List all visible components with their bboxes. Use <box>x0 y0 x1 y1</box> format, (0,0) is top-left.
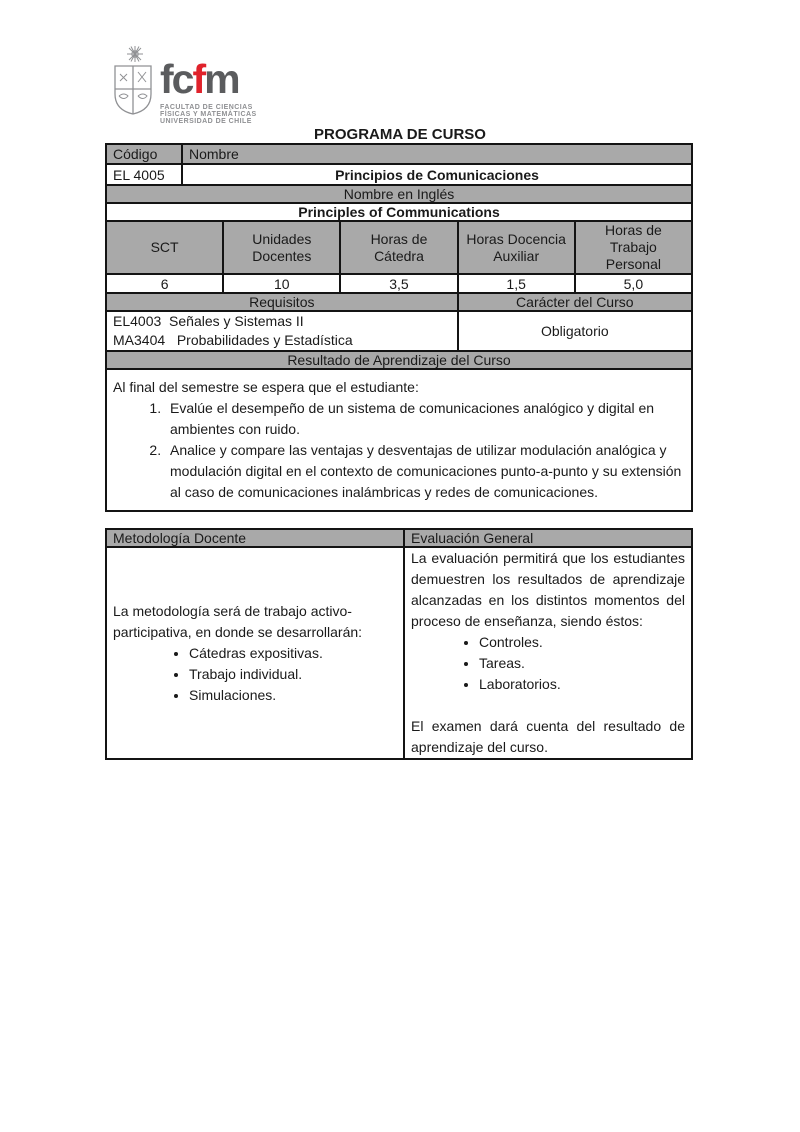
metodologia-content-cell <box>106 547 404 759</box>
nombre-ingles-value-cell: Principles of Communications <box>106 203 692 221</box>
caption-line: UNIVERSIDAD DE CHILE <box>160 118 252 125</box>
wordmark-m: m <box>204 56 239 102</box>
metodologia-item: • Cátedras expositivas. <box>189 643 397 664</box>
code-name-table <box>105 143 693 222</box>
caracter-header-cell: Carácter del Curso <box>458 293 692 311</box>
metodologia-intro: La metodología será de trabajo activo-participativa, en donde se desarrollarán: <box>113 602 363 640</box>
resultado-item: 2. Analice y compare las ventajas y desventajas de utilizar modulación analógica y modulación digital en el contexto de comunicaciones punto-a-punto y su extensión al caso de comunicaciones inalámbricas y redes de comunicaciones. <box>165 440 685 503</box>
requisitos-table <box>105 292 693 352</box>
requisitos-value-cell <box>106 311 458 351</box>
unidades-docentes-header-cell: Unidades Docentes <box>223 221 340 274</box>
fcfm-logo <box>112 44 257 125</box>
logo-text-block <box>160 44 257 125</box>
sct-header-cell: SCT <box>106 221 223 274</box>
horas-docencia-value-cell: 1,5 <box>458 274 575 293</box>
evaluacion-item: • Tareas. <box>479 653 685 674</box>
horas-trabajo-header-cell: Horas de Trabajo Personal <box>575 221 692 274</box>
sct-hours-table <box>105 220 693 294</box>
page-title: PROGRAMA DE CURSO <box>314 126 486 143</box>
nombre-header-cell: Nombre <box>182 144 692 164</box>
caracter-value-cell: Obligatorio <box>458 311 692 351</box>
wordmark-red-f: f <box>192 56 205 102</box>
resultado-content-cell <box>106 369 692 511</box>
resultado-header-cell: Resultado de Aprendizaje del Curso <box>106 351 692 369</box>
resultado-aprendizaje-table <box>105 350 693 512</box>
horas-docencia-header-cell: Horas Docencia Auxiliar <box>458 221 575 274</box>
metodologia-evaluacion-grid <box>105 528 693 760</box>
caption-line: FACULTAD DE CIENCIAS <box>160 104 253 111</box>
requisito-line: EL4003 Señales y Sistemas II <box>113 313 304 329</box>
evaluacion-list <box>411 632 685 695</box>
resultado-intro: Al final del semestre se espera que el estudiante: <box>113 379 419 395</box>
sct-value-cell: 6 <box>106 274 223 293</box>
course-info-table <box>105 143 693 512</box>
unidades-docentes-value-cell: 10 <box>223 274 340 293</box>
metodologia-evaluacion-table <box>105 528 693 760</box>
evaluacion-header-cell: Evaluación General <box>404 529 692 547</box>
metodologia-header-cell: Metodología Docente <box>106 529 404 547</box>
horas-catedra-header-cell: Horas de Cátedra <box>340 221 457 274</box>
caption-line: FÍSICAS Y MATEMÁTICAS <box>160 111 257 118</box>
resultado-item: 1. Evalúe el desempeño de un sistema de comunicaciones analógico y digital en ambientes con ruido. <box>165 398 685 440</box>
university-shield-icon <box>112 44 154 124</box>
codigo-value-cell: EL 4005 <box>106 164 182 185</box>
nombre-value-cell: Principios de Comunicaciones <box>182 164 692 185</box>
requisitos-header-cell: Requisitos <box>106 293 458 311</box>
metodologia-item: • Trabajo individual. <box>189 664 397 685</box>
evaluacion-item: • Laboratorios. <box>479 674 685 695</box>
codigo-header-cell: Código <box>106 144 182 164</box>
nombre-ingles-header-cell: Nombre en Inglés <box>106 185 692 203</box>
evaluacion-content-cell <box>404 547 692 759</box>
metodologia-list <box>113 643 397 706</box>
metodologia-item: • Simulaciones. <box>189 685 397 706</box>
evaluacion-intro: La evaluación permitirá que los estudiantes demuestren los resultados de aprendizaje alcanzadas en los distintos momentos del proceso de enseñanza, siendo éstos: <box>411 550 685 629</box>
requisito-line: MA3404 Probabilidades y Estadística <box>113 332 353 348</box>
wordmark-fc: fc <box>160 56 193 102</box>
resultado-list <box>113 398 685 503</box>
fcfm-wordmark <box>160 58 257 100</box>
evaluacion-outro: El examen dará cuenta del resultado de aprendizaje del curso. <box>411 718 685 755</box>
faculty-caption <box>160 104 257 125</box>
horas-catedra-value-cell: 3,5 <box>340 274 457 293</box>
evaluacion-item: • Controles. <box>479 632 685 653</box>
horas-trabajo-value-cell: 5,0 <box>575 274 692 293</box>
